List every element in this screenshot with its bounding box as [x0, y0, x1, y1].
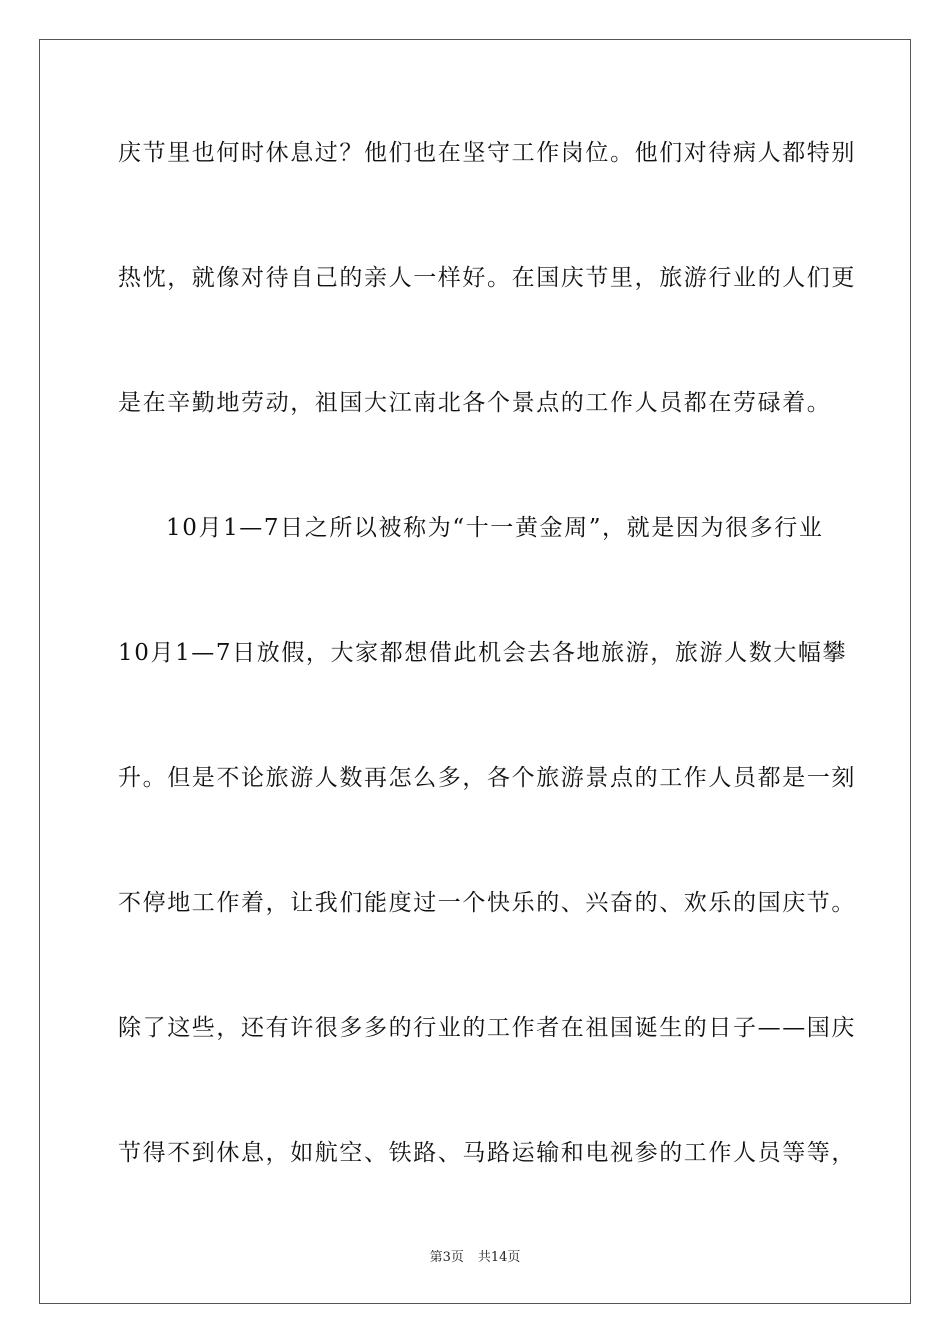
- text-line: 热忱，就像对待自己的亲人一样好。在国庆节里，旅游行业的人们更: [118, 265, 856, 291]
- page-number: 第3页: [429, 1250, 464, 1265]
- page-total: 共14页: [477, 1250, 521, 1265]
- document-body: [118, 133, 856, 1258]
- page-footer: [0, 1246, 950, 1265]
- text-line: 节得不到休息，如航空、铁路、马路运输和电视参的工作人员等等，: [118, 1140, 856, 1166]
- text-line: 不停地工作着，让我们能度过一个快乐的、兴奋的、欢乐的国庆节。: [118, 890, 856, 916]
- text-line: 除了这些，还有许很多多的行业的工作者在祖国诞生的日子——国庆: [118, 1015, 856, 1041]
- paragraph-start-line: 10月1—7日之所以被称为“十一黄金周”，就是因为很多行业: [166, 515, 824, 541]
- text-line: 庆节里也何时休息过？他们也在坚守工作岗位。他们对待病人都特别: [118, 140, 856, 166]
- text-line: 是在辛勤地劳动，祖国大江南北各个景点的工作人员都在劳碌着。: [118, 390, 832, 416]
- text-line: 10月1—7日放假，大家都想借此机会去各地旅游，旅游人数大幅攀: [118, 640, 848, 666]
- text-line: 升。但是不论旅游人数再怎么多，各个旅游景点的工作人员都是一刻: [118, 765, 856, 791]
